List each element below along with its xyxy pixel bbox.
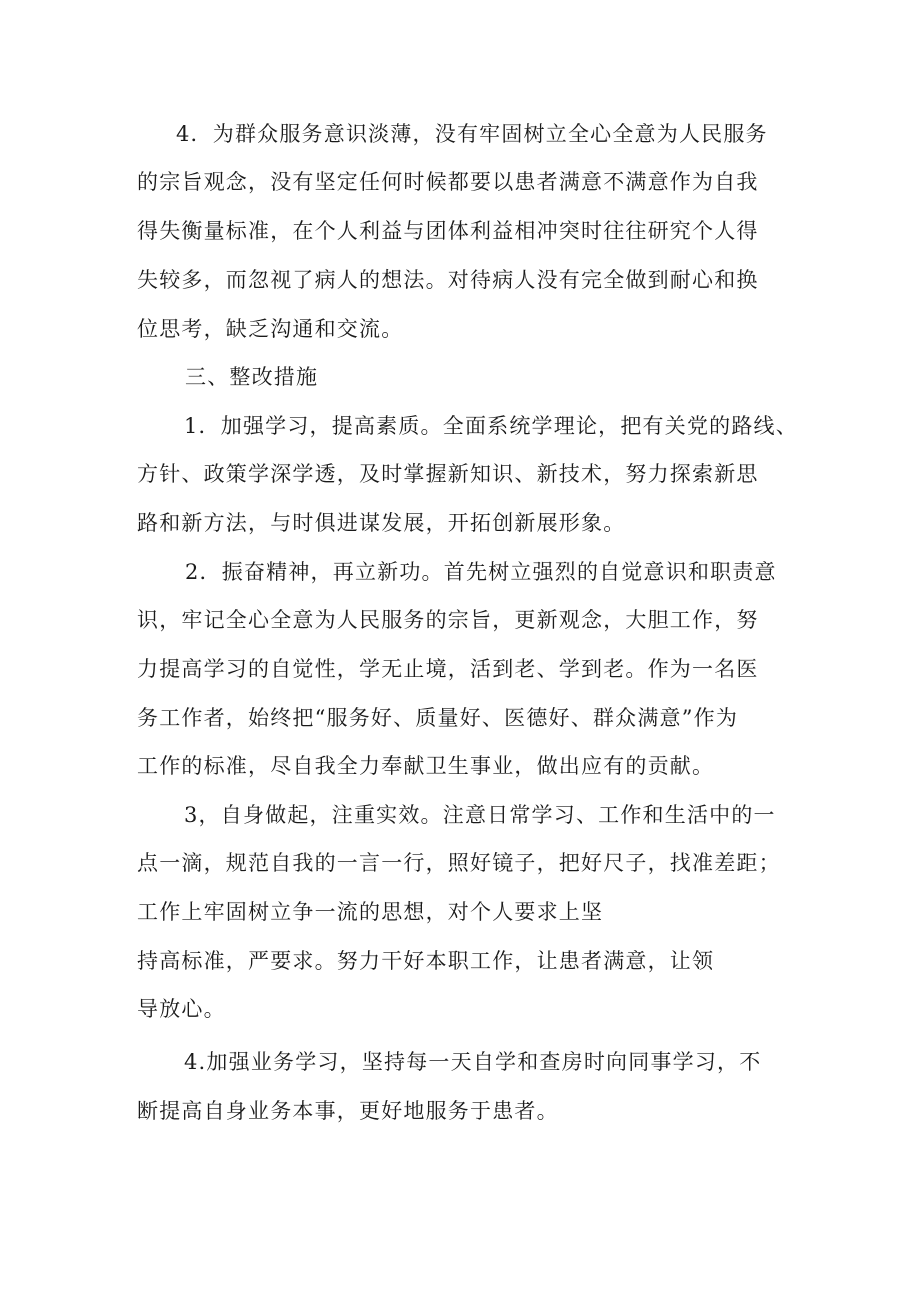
paragraph-line: 位思考，缺乏沟通和交流。 bbox=[137, 317, 404, 341]
paragraph-line: 务工作者，始终把“服务好、质量好、医德好、群众满意”作为 bbox=[137, 706, 739, 730]
paragraph-line: 3，自身做起，注重实效。注意日常学习、工作和生活中的一 bbox=[184, 803, 776, 827]
paragraph-line: 导放心。 bbox=[137, 997, 226, 1021]
paragraph-line: 方针、政策学深学透，及时掌握新知识、新技术，努力探索新思 bbox=[137, 462, 759, 486]
paragraph-line: 点一滴，规范自我的一言一行，照好镜子，把好尺子，找准差距； bbox=[137, 851, 781, 875]
paragraph-line: 工作的标准，尽自我全力奉献卫生事业，做出应有的贡献。 bbox=[137, 754, 715, 778]
paragraph-line: 持高标准，严要求。努力干好本职工作，让患者满意，让领 bbox=[137, 949, 715, 973]
paragraph-line: 工作上牢固树立争一流的思想，对个人要求上坚 bbox=[137, 900, 604, 924]
paragraph-line: 得失衡量标准，在个人利益与团体利益相冲突时往往研究个人得 bbox=[137, 219, 759, 243]
paragraph-line: 识，牢记全心全意为人民服务的宗旨，更新观念，大胆工作，努 bbox=[137, 608, 759, 632]
paragraph-line: 1．加强学习，提高素质。全面系统学理论，把有关党的路线、 bbox=[184, 414, 798, 438]
paragraph-line: 2．振奋精神，再立新功。首先树立强烈的自觉意识和职责意 bbox=[185, 560, 777, 584]
paragraph-line: 的宗旨观念，没有坚定任何时候都要以患者满意不满意作为自我 bbox=[137, 170, 759, 194]
paragraph-line: 4．为群众服务意识淡薄，没有牢固树立全心全意为人民服务 bbox=[176, 122, 768, 146]
paragraph-line: 力提高学习的自觉性，学无止境，活到老、学到老。作为一名医 bbox=[137, 657, 759, 681]
section-heading: 三、整改措施 bbox=[185, 365, 319, 389]
paragraph-line: 路和新方法，与时俱进谋发展，开拓创新展形象。 bbox=[137, 511, 626, 535]
paragraph-line: 4.加强业务学习，坚持每一天自学和查房时向同事学习，不 bbox=[184, 1050, 762, 1074]
paragraph-line: 失较多，而忽视了病人的想法。对待病人没有完全做到耐心和换 bbox=[137, 268, 759, 292]
paragraph-line: 断提高自身业务本事，更好地服务于患者。 bbox=[137, 1099, 559, 1123]
